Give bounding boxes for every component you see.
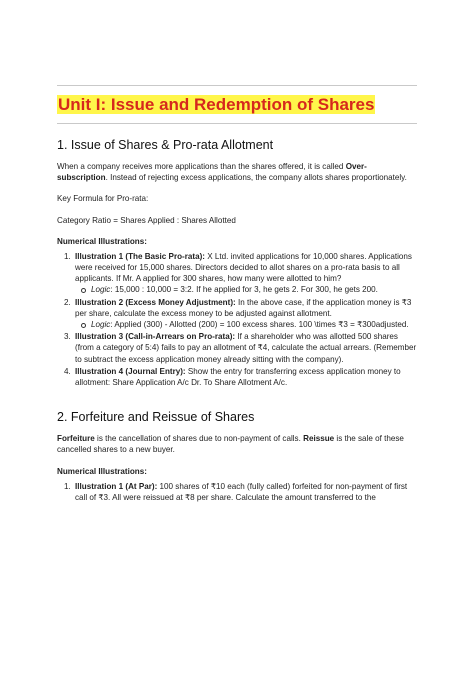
formula-text: Category Ratio = Shares Applied : Shares Allotted xyxy=(57,215,236,225)
illustration-list-2 xyxy=(57,481,417,503)
logic-item: Logic: Applied (300) - Allotted (200) = 100 excess shares. 100 \times ₹3 = ₹300adjusted. xyxy=(89,319,417,330)
list-item: 3. Illustration 3 (Call-in-Arrears on Pro-rata): If a shareholder who was allotted 500 shares (from a category of 5:4) fails to pay an allotment of ₹4, calculate the actual arrears. (Remember to subtract the excess application money already sitting with the company). xyxy=(73,331,417,365)
list-item: 2. Illustration 2 (Excess Money Adjustment): In the above case, if the application money is ₹3 per share, calculate the excess money to be adjusted against allotment. Logic: Applied (300) - Allotted (200) = 100 excess shares. 100 \times ₹3 = ₹300adjusted. xyxy=(73,297,417,331)
document-page xyxy=(0,85,474,698)
section-2-heading: 2. Forfeiture and Reissue of Shares xyxy=(57,410,255,425)
section-1-heading: 1. Issue of Shares & Pro-rata Allotment xyxy=(57,138,274,152)
unit-title: Unit I: Issue and Redemption of Shares xyxy=(58,95,375,114)
logic-item: Logic: 15,000 : 10,000 = 3:2. If he applied for 3, he gets 2. For 300, he gets 200. xyxy=(89,284,417,295)
section-1-intro: When a company receives more applications than the shares offered, it is called Over-subscription. Instead of rejecting excess applications, the company allots shares proportionately. xyxy=(57,162,407,183)
list-item: 1. Illustration 1 (The Basic Pro-rata): X Ltd. invited applications for 10,000 shares. Applications were received for 15,000 shares. Directors decided to allot shares on a pro-rata basis to all applicants. If Mr. A applied for 300 shares, how many were allotted to him? Logic: 15,000 : 10,000 = 3:2. If he applied for 3, he gets 2. For 300, he gets 200. xyxy=(73,251,417,296)
title-divider xyxy=(57,123,417,124)
list-item: 1. Illustration 1 (At Par): 100 shares of ₹10 each (fully called) forfeited for non-payment of first call of ₹3. All were reissued at ₹8 per share. Calculate the amount transferred to the xyxy=(73,481,417,503)
section-2-intro: Forfeiture is the cancellation of shares due to non-payment of calls. Reissue is the sale of these cancelled shares to a new buyer. xyxy=(57,434,404,455)
numerical-heading-2: Numerical Illustrations: xyxy=(57,466,147,476)
formula-label: Key Formula for Pro-rata: xyxy=(57,194,149,204)
illustration-list xyxy=(57,251,417,388)
list-item: 4. Illustration 4 (Journal Entry): Show the entry for transferring excess application money to allotment: Share Application A/c Dr. To Share Allotment A/c. xyxy=(73,366,417,388)
numerical-heading: Numerical Illustrations: xyxy=(57,236,147,246)
top-divider xyxy=(57,85,417,86)
sub-list xyxy=(75,319,417,330)
sub-list xyxy=(75,284,417,295)
